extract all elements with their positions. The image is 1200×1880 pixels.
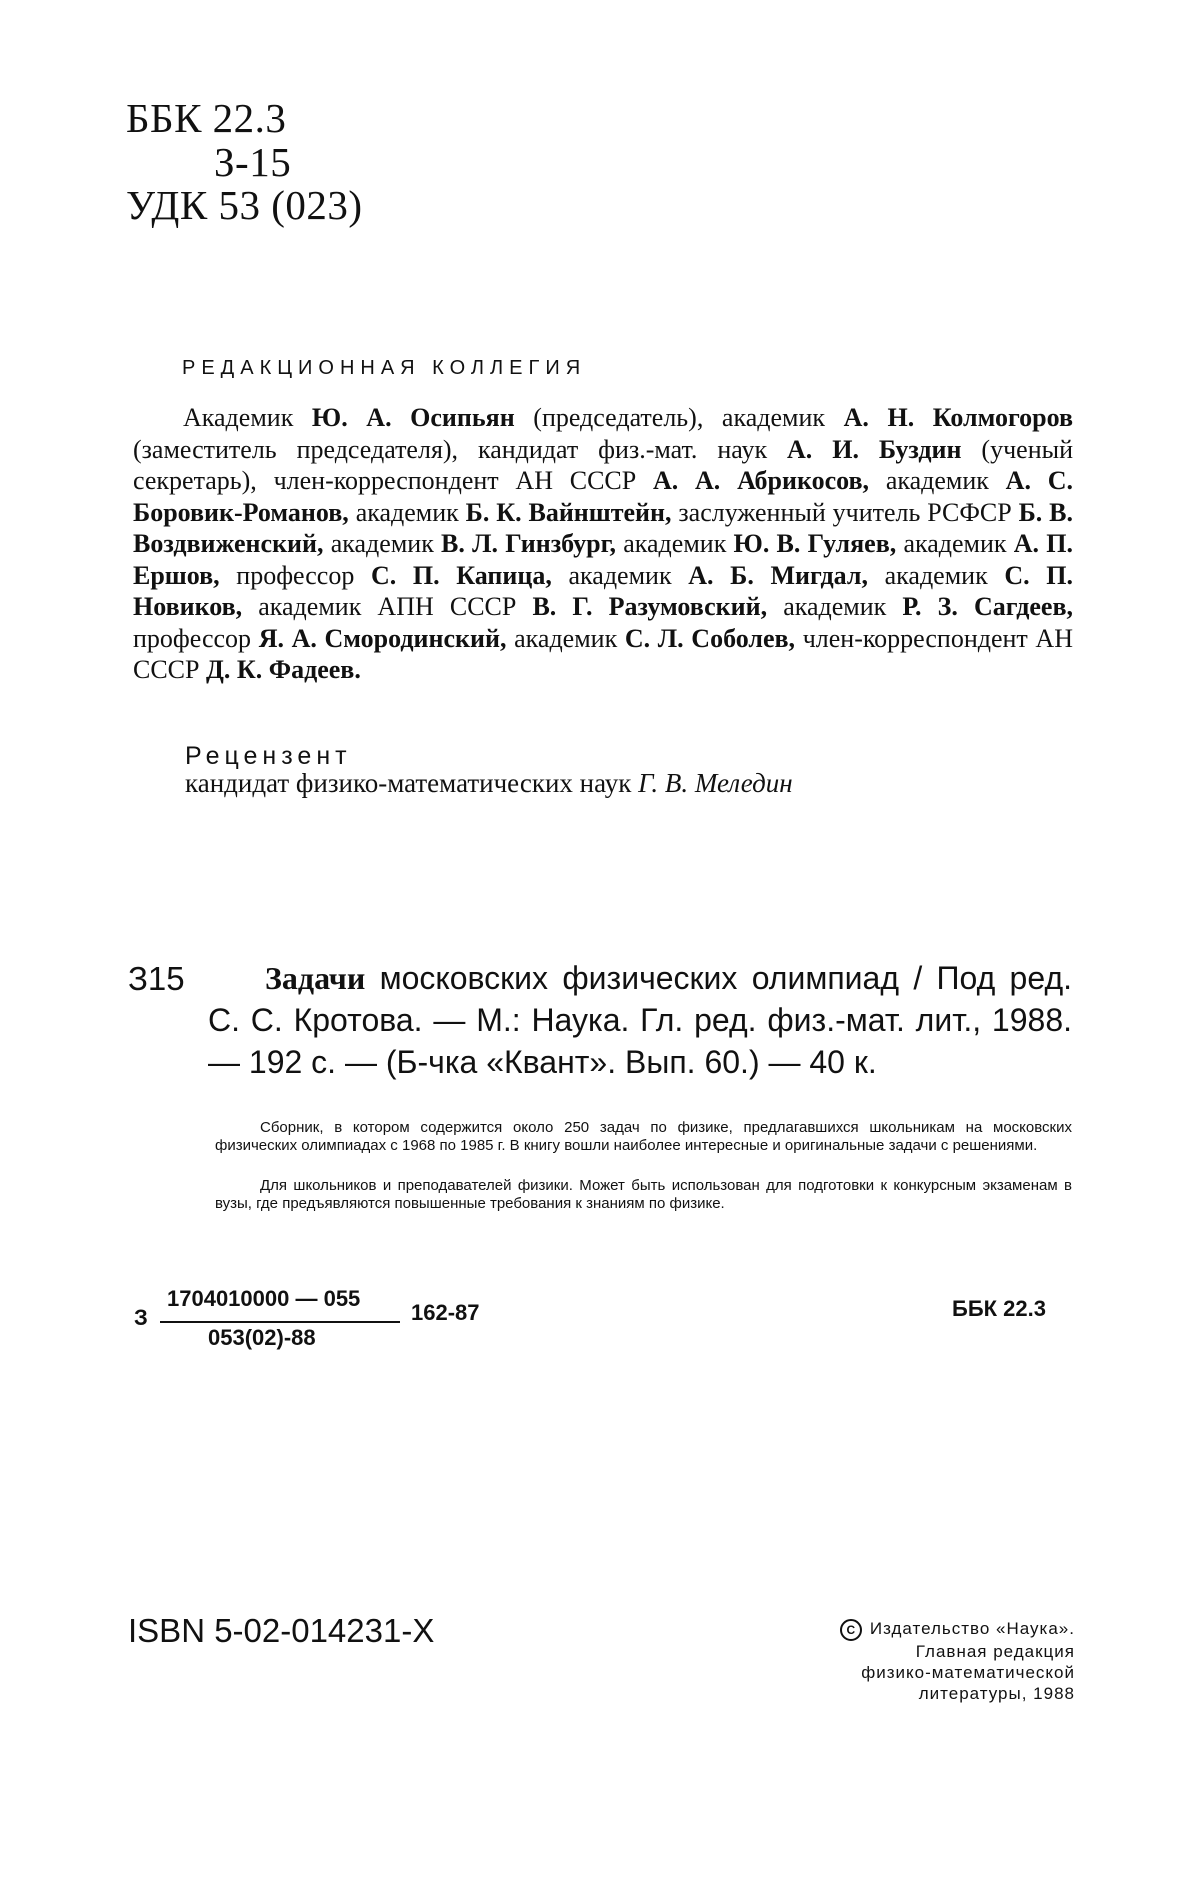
board-segment: академик bbox=[869, 466, 1006, 495]
board-member-name: Д. К. Фадеев. bbox=[206, 655, 361, 684]
record-title-rest: московских физических олимпиад / Под ред. С. С. Кротова. — М.: Наука. Гл. ред. физ.-мат. лит., 1988. — 192 с. — (Б-чка «Квант». Вып. 60.) — 40 к. bbox=[208, 960, 1072, 1080]
copyright-line-4: литературы, 1988 bbox=[918, 1683, 1075, 1703]
board-member-name: Б. В. Воздвиженский, bbox=[133, 497, 1074, 558]
board-segment: член-корреспондент АН СССР bbox=[133, 623, 1073, 684]
bbk-code: ББК 22.3 bbox=[126, 95, 287, 141]
board-segment: академик bbox=[348, 497, 466, 527]
board-segment: заслуженный учитель РСФСР bbox=[671, 497, 1019, 527]
annotation-paragraph-1: Сборник, в котором содержится около 250 задач по физике, предлагавшихся школьникам на московских физических олимпиадах с 1968 по 1985 г. В книгу вошли наиболее интересные и оригинальные задачи с решениями. bbox=[215, 1119, 1072, 1154]
board-segment: профессор bbox=[133, 623, 259, 653]
index-denominator: 053(02)-88 bbox=[208, 1325, 316, 1350]
copyright-line-1: Издательство «Наука». bbox=[869, 1619, 1075, 1638]
board-member-name: В. Г. Разумовский, bbox=[532, 592, 768, 621]
board-member-name: А. П. Ершов, bbox=[133, 529, 1073, 590]
udk-code: УДК 53 (023) bbox=[126, 182, 363, 228]
bibliographic-record bbox=[208, 957, 1072, 1083]
board-segment: академик bbox=[323, 529, 442, 558]
board-member-name: А. А. Абрикосов, bbox=[652, 466, 870, 495]
board-member-name: Ю. В. Гуляев, bbox=[733, 529, 897, 558]
board-segment: академик bbox=[896, 529, 1014, 558]
board-member-name: Р. З. Сагдеев, bbox=[902, 592, 1074, 621]
board-member-name: Б. К. Вайнштейн, bbox=[465, 497, 672, 527]
record-code: З15 bbox=[128, 960, 185, 997]
editorial-board-heading: РЕДАКЦИОННАЯ КОЛЛЕГИЯ bbox=[182, 357, 587, 379]
reviewer-role: кандидат физико-математических наук bbox=[185, 768, 639, 798]
board-member-name: А. Б. Мигдал, bbox=[688, 560, 868, 590]
board-segment: академик bbox=[506, 623, 625, 653]
board-member-name: С. Л. Соболев, bbox=[624, 623, 796, 653]
index-suffix: 162-87 bbox=[411, 1300, 480, 1325]
board-member-name: С. П. Капица, bbox=[370, 560, 552, 590]
editorial-board-text bbox=[133, 402, 1073, 686]
board-segment: (председатель), академик bbox=[514, 403, 844, 432]
board-member-name: А. И. Буздин bbox=[787, 434, 962, 464]
board-segment: Академик bbox=[183, 403, 312, 432]
isbn: ISBN 5-02-014231-X bbox=[128, 1612, 435, 1649]
board-member-name: Я. А. Смородинский, bbox=[258, 623, 507, 653]
reviewer-heading: Рецензент bbox=[185, 742, 352, 770]
annotation-paragraph-2: Для школьников и преподавателей физики. Может быть использован для подготовки к конкурсным экзаменам в вузы, где предъявляются повышенные требования к знаниям по физике. bbox=[215, 1177, 1072, 1212]
board-member-name: А. Н. Колмогоров bbox=[843, 403, 1073, 432]
board-member-name: А. С. Боровик-Романов, bbox=[133, 466, 1073, 527]
index-prefix: З bbox=[134, 1305, 148, 1330]
board-segment: академик bbox=[551, 560, 689, 590]
reviewer-name: Г. В. Меледин bbox=[638, 768, 793, 798]
bbk-right: ББК 22.3 bbox=[952, 1296, 1046, 1321]
fraction-bar bbox=[160, 1321, 400, 1323]
board-segment: академик АПН СССР bbox=[242, 592, 533, 621]
board-segment: академик bbox=[767, 592, 903, 621]
copyright-icon: C bbox=[840, 1619, 862, 1641]
board-segment: академик bbox=[616, 529, 734, 558]
board-member-name: Ю. А. Осипьян bbox=[311, 403, 515, 432]
board-member-name: С. П. Новиков, bbox=[133, 560, 1073, 621]
board-segment: профессор bbox=[219, 560, 371, 590]
board-member-name: В. Л. Гинзбург, bbox=[441, 529, 617, 558]
board-segment: (заместитель председателя), кандидат физ.-мат. наук bbox=[133, 434, 788, 464]
copyright-line-3: физико-математической bbox=[861, 1662, 1075, 1682]
record-title-bold: Задачи bbox=[265, 960, 366, 996]
reviewer-line bbox=[185, 768, 793, 799]
author-mark: З-15 bbox=[214, 139, 292, 185]
index-numerator: 1704010000 — 055 bbox=[167, 1286, 361, 1311]
copyright-line-2: Главная редакция bbox=[915, 1641, 1075, 1661]
board-segment: (ученый секретарь), член-корреспондент АН СССР bbox=[133, 434, 1073, 495]
copyright-block bbox=[840, 1618, 1075, 1704]
board-segment: академик bbox=[867, 560, 1005, 590]
